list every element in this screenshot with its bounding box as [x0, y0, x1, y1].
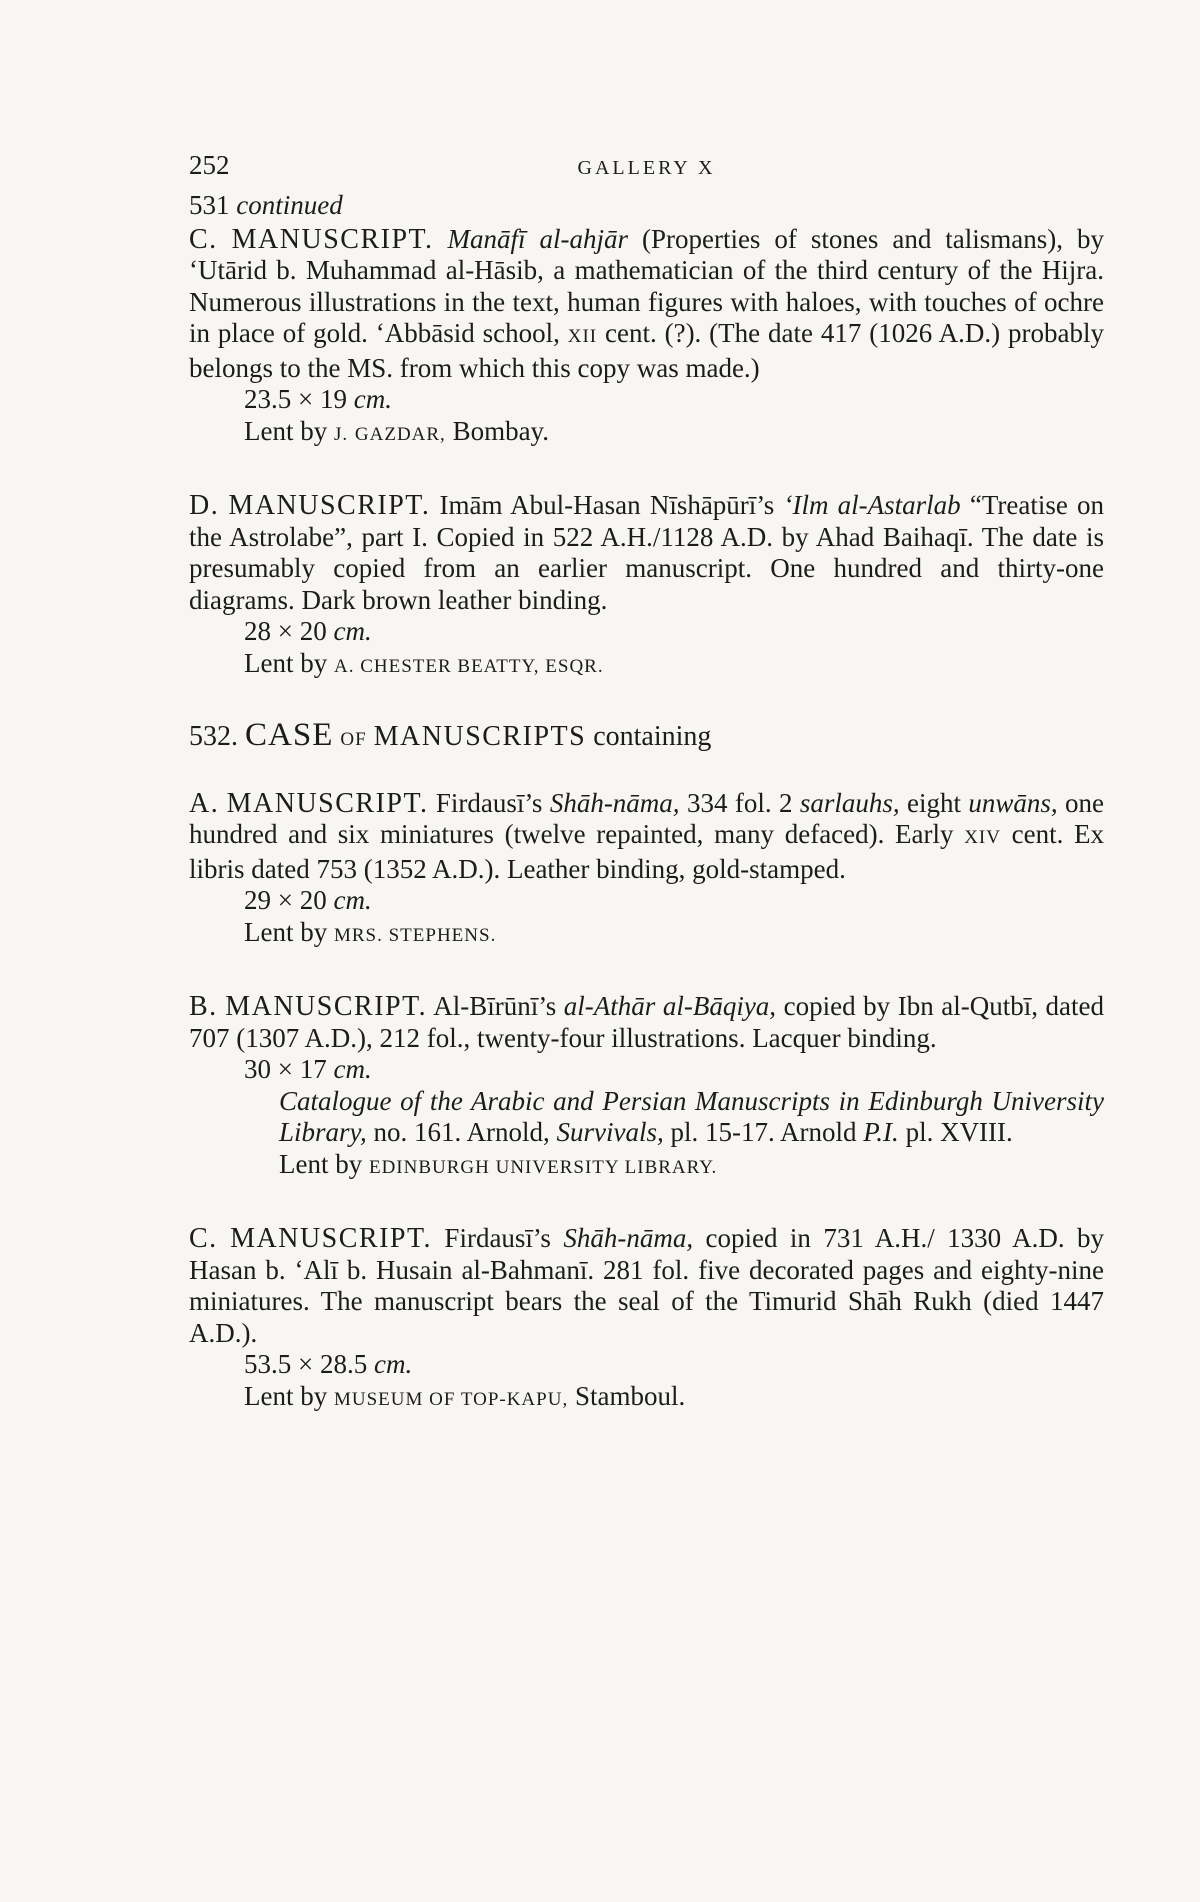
dimensions — [244, 885, 1104, 917]
unwans-term: unwāns, — [968, 787, 1058, 818]
entry-letter: C. — [189, 223, 218, 255]
case-word: CASE — [245, 717, 334, 753]
dimensions — [244, 384, 1104, 416]
entry-title: al-Athār al-Bāqiya, — [563, 991, 777, 1021]
sarlauhs-term: sarlauhs, — [799, 787, 900, 818]
entry-text: Firdausī’s — [432, 1223, 564, 1253]
entry-text-2: cent. (?). (The date 417 (1026 A.D.) probably belongs to the MS. from which this copy was made.) — [189, 318, 1104, 383]
item-531-heading — [189, 190, 1104, 222]
dimensions-value: 29 × 20 — [244, 885, 327, 915]
entry-text-3: eight — [899, 787, 969, 818]
century-numeral: XII — [567, 326, 598, 347]
entry-type: MANUSCRIPT. — [225, 991, 428, 1022]
containing-word: containing — [586, 721, 712, 752]
lender-line — [244, 917, 1104, 952]
lent-prefix: Lent by — [244, 1380, 328, 1411]
reference-pi: P.I. — [863, 1117, 899, 1147]
entry-532-a — [189, 788, 1104, 886]
entry-text-2: 334 fol. 2 — [679, 787, 800, 818]
dimensions-value: 53.5 × 28.5 — [244, 1349, 368, 1379]
century-numeral: XIV — [964, 827, 1001, 848]
reference-text-2: pl. 15-17. Arnold — [663, 1117, 864, 1147]
dimensions — [244, 1054, 1104, 1086]
lender-initial: J. — [333, 423, 349, 445]
item-532-heading — [189, 717, 1104, 756]
entry-532-b — [189, 991, 1104, 1054]
entry-title: Shāh-nāma, — [563, 1223, 694, 1253]
dimensions-value: 30 × 17 — [244, 1054, 327, 1084]
entry-text-4: one hundred and six miniatures (twelve repainted, many defaced). Early — [189, 787, 1105, 849]
entry-text-5: cent. Ex libris dated 753 (1352 A.D.). Leather binding, gold-stamped. — [189, 819, 1105, 884]
dimensions-unit: cm. — [333, 616, 372, 646]
lender-name: MUSEUM OF TOP-KAPU, — [333, 1388, 569, 1410]
lender-name: GAZDAR, — [354, 423, 446, 445]
page-number: 252 — [189, 150, 230, 180]
lent-prefix: Lent by — [244, 415, 328, 446]
running-head — [189, 150, 1104, 186]
entry-531-d — [189, 490, 1104, 616]
entry-text-2: “Treatise on the Astrolabe”, part I. Copied in 522 A.H./1128 A.D. by Ahad Baihaqī. The date is presumably copied from an earlier manuscript. One hundred and thirty-one diagrams. Dark brown leather binding. — [189, 490, 1105, 615]
gallery-title: GALLERY X — [577, 157, 716, 179]
entry-531-c — [189, 224, 1104, 385]
entry-text: Firdausī’s — [428, 787, 550, 818]
catalogue-page — [189, 150, 1104, 1415]
dimensions — [244, 616, 1104, 648]
dimensions-value: 23.5 × 19 — [244, 384, 347, 414]
entry-type: MANUSCRIPT. — [230, 1223, 433, 1254]
dimensions-value: 28 × 20 — [244, 616, 327, 646]
lent-prefix: Lent by — [244, 916, 328, 947]
entry-letter: D. — [189, 490, 220, 521]
continued-label: continued — [236, 190, 343, 220]
dimensions — [244, 1349, 1104, 1381]
lent-prefix: Lent by — [279, 1148, 363, 1179]
item-532-number: 532. — [189, 721, 238, 752]
entry-title: ‘Ilm al-Astarlab — [783, 490, 961, 520]
lent-prefix: Lent by — [244, 647, 328, 678]
lender-name: EDINBURGH UNIVERSITY LIBRARY. — [368, 1156, 718, 1178]
lender-name: A. CHESTER BEATTY, ESQR. — [333, 655, 604, 677]
dimensions-unit: cm. — [373, 1349, 413, 1379]
entry-letter: B. — [189, 991, 218, 1022]
entry-532-c — [189, 1223, 1104, 1349]
entry-type: MANUSCRIPT. — [231, 223, 434, 255]
entry-title: Manāfī al-ahjār — [447, 223, 628, 254]
reference-title: Catalogue of the Arabic and Persian Manuscripts in Edinburgh University Library, — [279, 1085, 1104, 1147]
entry-type: MANUSCRIPT. — [226, 787, 429, 819]
lender-line — [244, 648, 1104, 683]
bibliographic-reference — [279, 1086, 1104, 1149]
lender-place: Bombay. — [452, 415, 550, 446]
lender-line — [279, 1149, 1104, 1184]
reference-text-3: pl. XVIII. — [898, 1117, 1013, 1147]
entry-text: Al-Bīrūnī’s — [427, 991, 564, 1021]
entry-text: (Properties of stones and talismans), by ‘Utārid b. Muhammad al-Hāsib, a mathematician of the third century of the Hijra. Numerous illustrations in the text, human figures with haloes, with touches of ochre in place of gold. ‘Abbāsid school, — [189, 223, 1104, 348]
item-531-number: 531 — [189, 190, 230, 220]
lender-name: MRS. STEPHENS. — [333, 924, 497, 946]
dimensions-unit: cm. — [333, 885, 372, 915]
dimensions-unit: cm. — [333, 1054, 372, 1084]
of-word: OF — [340, 729, 367, 750]
entry-text: Imām Abul-Hasan Nīshāpūrī’s — [430, 490, 784, 520]
entry-letter: C. — [189, 1223, 218, 1254]
lender-line — [244, 1381, 1104, 1416]
dimensions-unit: cm. — [353, 384, 392, 414]
reference-text: no. 161. Arnold, — [366, 1117, 557, 1147]
entry-title: Shāh-nāma, — [549, 787, 680, 818]
entry-text-2: copied by Ibn al-Qutbī, dated 707 (1307 A.D.), 212 fol., twenty-four illustrations. Lacquer binding. — [189, 991, 1104, 1053]
reference-survivals: Survivals, — [556, 1117, 664, 1147]
lender-place: Stamboul. — [574, 1380, 686, 1411]
manuscripts-word: MANUSCRIPTS — [373, 721, 587, 752]
entry-type: MANUSCRIPT. — [228, 490, 431, 521]
entry-letter: A. — [189, 787, 220, 819]
entry-text-2: copied in 731 A.H./ 1330 A.D. by Hasan b. ‘Alī b. Husain al-Bahmanī. 281 fol. five decorated pages and eighty-nine miniatures. The manuscript bears the seal of the Timurid Shāh Rukh (died 1447 A.D.). — [189, 1223, 1104, 1348]
lender-line — [244, 416, 1104, 451]
